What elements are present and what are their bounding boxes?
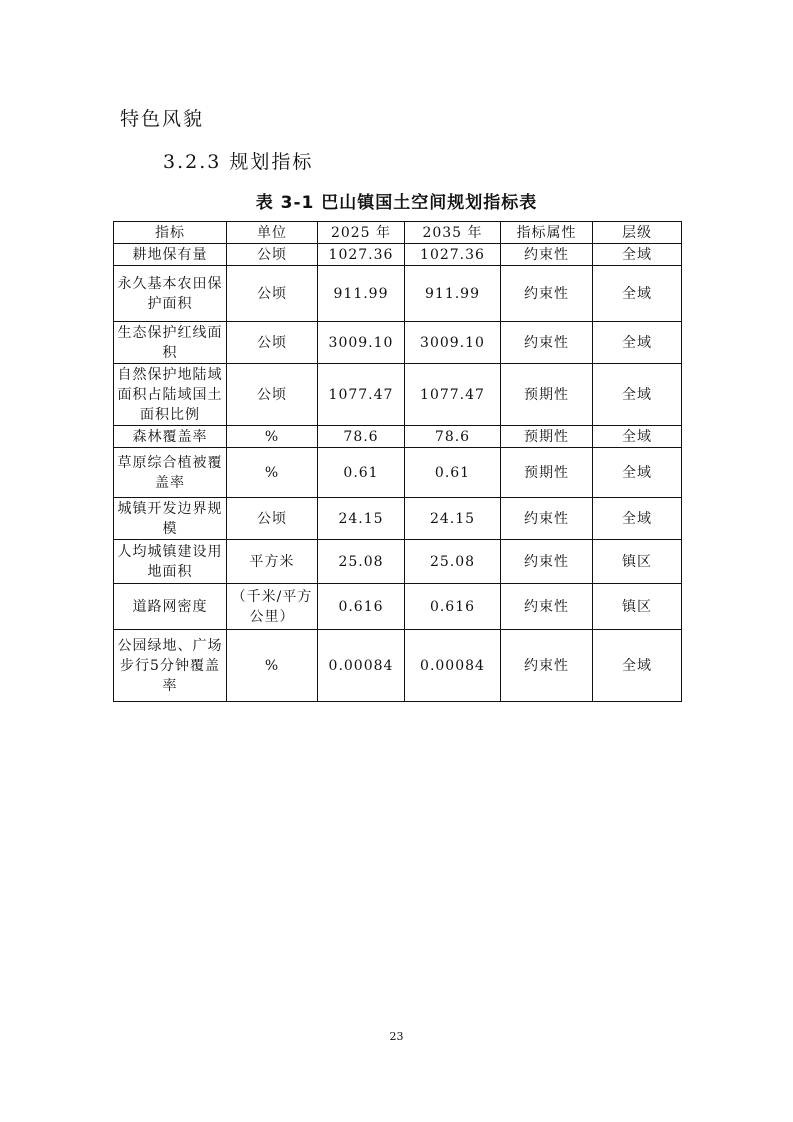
cell-unit: 公顷 (227, 266, 318, 322)
cell-attribute: 预期性 (501, 364, 593, 426)
cell-unit: 公顷 (227, 364, 318, 426)
cell-value-2035: 911.99 (405, 266, 501, 322)
cell-attribute: 约束性 (501, 540, 593, 584)
table-row (114, 426, 682, 448)
cell-value-2025: 3009.10 (318, 322, 405, 364)
cell-level: 全域 (593, 426, 682, 448)
cell-attribute: 约束性 (501, 266, 593, 322)
header-unit: 单位 (227, 222, 318, 244)
table-caption: 表 3-1 巴山镇国土空间规划指标表 (255, 193, 538, 213)
cell-value-2025: 78.6 (318, 426, 405, 448)
section-heading: 3.2.3 规划指标 (163, 151, 314, 173)
cell-attribute: 约束性 (501, 584, 593, 630)
table-row (114, 364, 682, 426)
cell-level: 全域 (593, 630, 682, 702)
cell-unit: % (227, 448, 318, 498)
cell-indicator-name: 人均城镇建设用地面积 (114, 540, 227, 584)
page-number: 23 (389, 1030, 404, 1043)
cell-indicator-name: 道路网密度 (114, 584, 227, 630)
header-level: 层级 (593, 222, 682, 244)
cell-indicator-name: 森林覆盖率 (114, 426, 227, 448)
cell-level: 全域 (593, 448, 682, 498)
header-indicator: 指标 (114, 222, 227, 244)
table-row (114, 498, 682, 540)
cell-indicator-name: 生态保护红线面积 (114, 322, 227, 364)
cell-value-2035: 0.616 (405, 584, 501, 630)
cell-unit: 公顷 (227, 498, 318, 540)
cell-value-2025: 0.61 (318, 448, 405, 498)
cell-value-2025: 911.99 (318, 266, 405, 322)
header-2035: 2035 年 (405, 222, 501, 244)
cell-unit: 平方米 (227, 540, 318, 584)
table-row (114, 448, 682, 498)
table-header-row (114, 222, 682, 244)
cell-attribute: 约束性 (501, 630, 593, 702)
cell-level: 全域 (593, 266, 682, 322)
table-row (114, 322, 682, 364)
cell-value-2025: 25.08 (318, 540, 405, 584)
cell-value-2025: 1077.47 (318, 364, 405, 426)
cell-indicator-name: 永久基本农田保护面积 (114, 266, 227, 322)
cell-level: 全域 (593, 244, 682, 266)
cell-unit: 公顷 (227, 322, 318, 364)
cell-indicator-name: 草原综合植被覆盖率 (114, 448, 227, 498)
cell-indicator-name: 自然保护地陆域面积占陆域国土面积比例 (114, 364, 227, 426)
cell-attribute: 约束性 (501, 244, 593, 266)
table-row (114, 584, 682, 630)
cell-value-2035: 0.00084 (405, 630, 501, 702)
cell-attribute: 约束性 (501, 322, 593, 364)
cell-value-2035: 0.61 (405, 448, 501, 498)
table-row (114, 630, 682, 702)
intro-text: 特色风貌 (120, 108, 205, 130)
table-row (114, 540, 682, 584)
cell-value-2035: 25.08 (405, 540, 501, 584)
cell-level: 全域 (593, 322, 682, 364)
cell-unit: 公顷 (227, 244, 318, 266)
cell-value-2025: 0.00084 (318, 630, 405, 702)
header-2025: 2025 年 (318, 222, 405, 244)
indicator-table (113, 221, 682, 702)
cell-level: 镇区 (593, 540, 682, 584)
cell-level: 镇区 (593, 584, 682, 630)
cell-indicator-name: 耕地保有量 (114, 244, 227, 266)
cell-value-2035: 78.6 (405, 426, 501, 448)
cell-unit: % (227, 426, 318, 448)
table-row (114, 266, 682, 322)
cell-level: 全域 (593, 364, 682, 426)
cell-value-2025: 0.616 (318, 584, 405, 630)
cell-value-2025: 24.15 (318, 498, 405, 540)
cell-value-2035: 24.15 (405, 498, 501, 540)
table-row (114, 244, 682, 266)
cell-unit: % (227, 630, 318, 702)
cell-indicator-name: 公园绿地、广场步行5分钟覆盖率 (114, 630, 227, 702)
cell-value-2035: 1027.36 (405, 244, 501, 266)
cell-attribute: 约束性 (501, 498, 593, 540)
cell-value-2035: 1077.47 (405, 364, 501, 426)
cell-level: 全域 (593, 498, 682, 540)
cell-value-2025: 1027.36 (318, 244, 405, 266)
header-attribute: 指标属性 (501, 222, 593, 244)
cell-indicator-name: 城镇开发边界规模 (114, 498, 227, 540)
cell-attribute: 预期性 (501, 426, 593, 448)
cell-value-2035: 3009.10 (405, 322, 501, 364)
cell-unit: （千米/平方公里） (227, 584, 318, 630)
cell-attribute: 预期性 (501, 448, 593, 498)
